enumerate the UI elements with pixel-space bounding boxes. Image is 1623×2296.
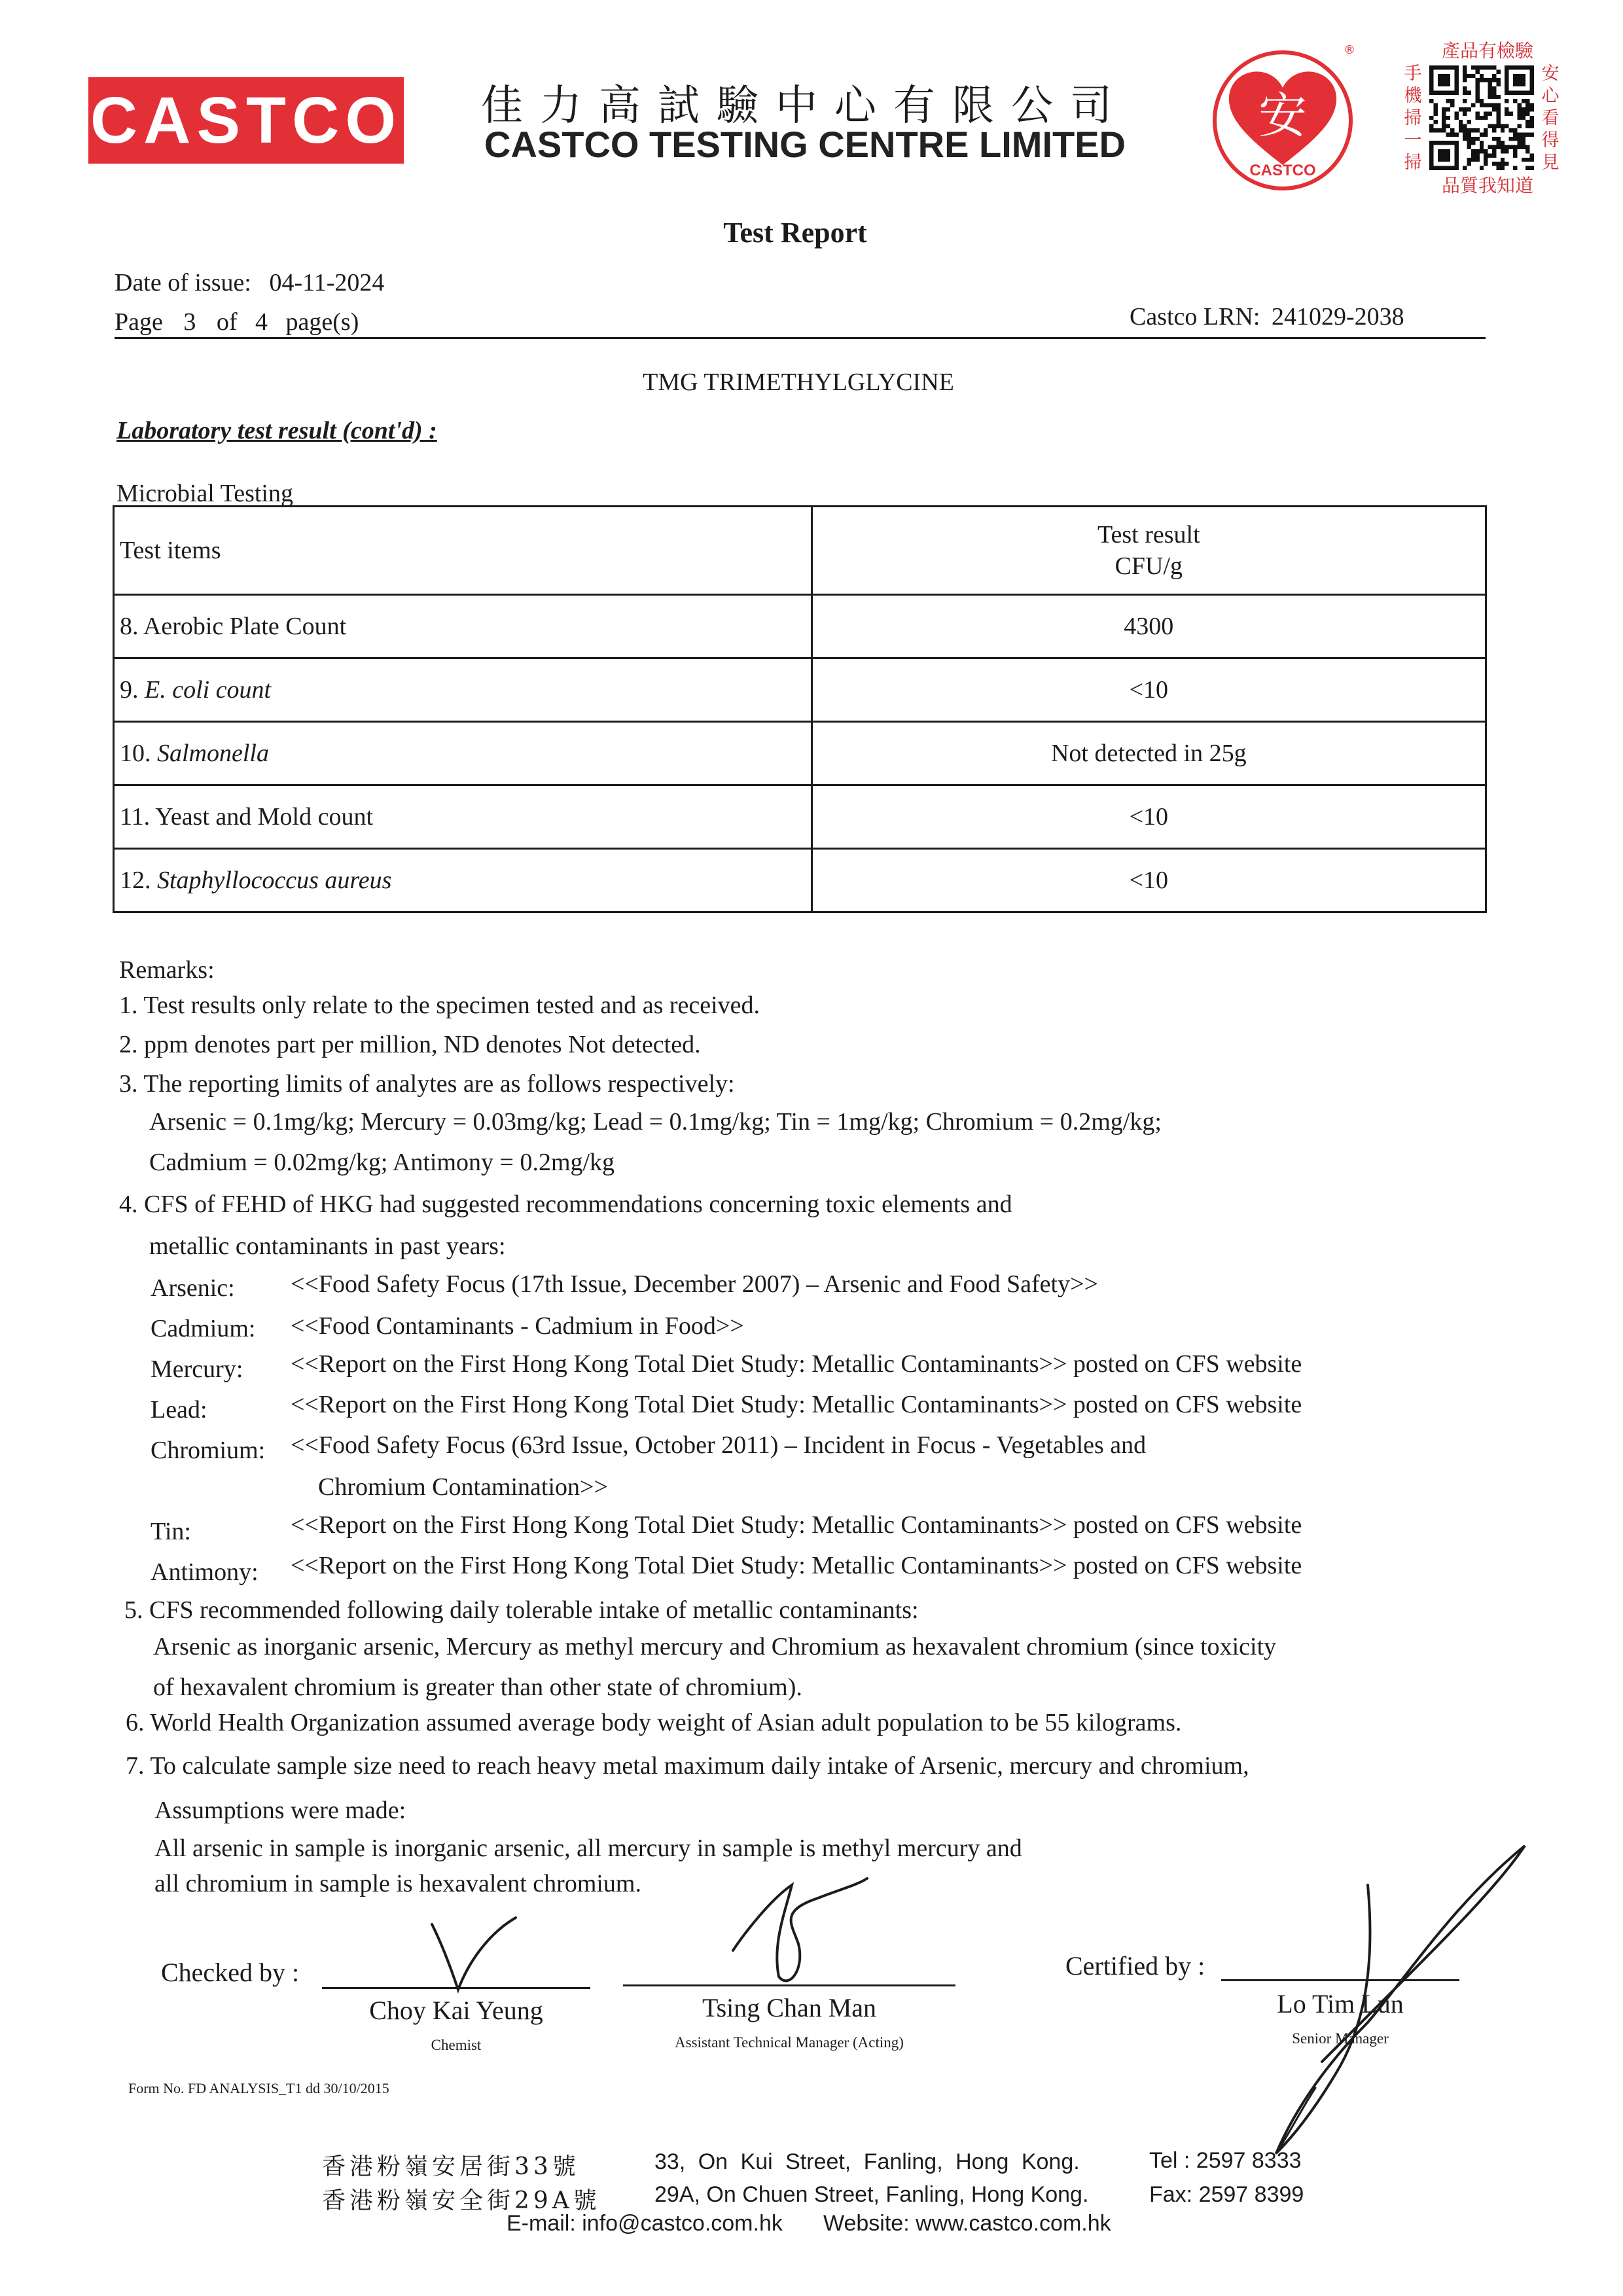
header-test-items: Test items — [114, 507, 812, 595]
address-2-english: 29A, On Chuen Street, Fanling, Hong Kong. — [654, 2182, 1089, 2207]
remark-6: 6. World Health Organization assumed average body weight of Asian adult population to be 55 kilograms. — [126, 1709, 1182, 1736]
test-item — [114, 722, 812, 785]
table-row — [114, 722, 1486, 785]
signature-tsing-icon — [726, 1872, 870, 1996]
item-name: E. coli count — [145, 676, 272, 704]
test-result: 4300 — [812, 595, 1486, 658]
section-title: Laboratory test result (cont'd) : — [116, 417, 437, 444]
fax: Fax: 2597 8399 — [1149, 2182, 1304, 2207]
ref-text-cont: Chromium Contamination>> — [318, 1473, 608, 1501]
item-name: Aerobic Plate Count — [143, 613, 347, 640]
ref-text: <<Food Contaminants - Cadmium in Food>> — [291, 1312, 744, 1340]
ref-text: <<Report on the First Hong Kong Total Diet Study: Metallic Contaminants>> posted on CFS website — [291, 1511, 1302, 1539]
header-result-unit: CFU/g — [1115, 552, 1183, 580]
castco-heart-seal-icon — [1209, 41, 1361, 192]
signature-choy-icon — [406, 1898, 524, 1996]
remark-7-line1: Assumptions were made: — [154, 1797, 406, 1824]
table-header-row — [114, 507, 1486, 595]
remark-3: 3. The reporting limits of analytes are as follows respectively: — [119, 1070, 735, 1098]
qr-caption-right — [1539, 63, 1561, 174]
date-of-issue — [115, 268, 384, 297]
castco-lrn — [1130, 302, 1404, 331]
item-name: Salmonella — [157, 740, 269, 767]
seal-char: 安 — [1258, 88, 1307, 144]
table-row — [114, 658, 1486, 722]
qr-caption-left — [1402, 63, 1424, 174]
page-current: 3 — [183, 308, 196, 336]
ref-label: Tin: — [151, 1518, 191, 1545]
address-1-chinese: 香港粉嶺安居街33號 — [322, 2153, 580, 2180]
remark-5-line1: Arsenic as inorganic arsenic, Mercury as methyl mercury and Chromium as hexavalent chromium (since toxicity — [153, 1633, 1277, 1660]
remark-3-limits-1: Arsenic = 0.1mg/kg; Mercury = 0.03mg/kg; Lead = 0.1mg/kg; Tin = 1mg/kg; Chromium = 0.2mg/kg; — [149, 1108, 1162, 1136]
remark-2: 2. ppm denotes part per million, ND denotes Not detected. — [119, 1031, 701, 1058]
qr-code-icon[interactable] — [1428, 65, 1535, 170]
test-item — [114, 849, 812, 912]
ref-text: <<Report on the First Hong Kong Total Diet Study: Metallic Contaminants>> posted on CFS website — [291, 1552, 1302, 1579]
signer-2-title: Assistant Technical Manager (Acting) — [675, 2034, 904, 2051]
remarks-title: Remarks: — [119, 956, 215, 984]
remark-4: 4. CFS of FEHD of HKG had suggested recommendations concerning toxic elements and — [119, 1191, 1012, 1218]
ref-label: Antimony: — [151, 1558, 259, 1586]
item-name: Staphyllococcus aureus — [157, 867, 392, 894]
page-suffix: page(s) — [285, 308, 359, 336]
address-2-chinese: 香港粉嶺安全街29A號 — [322, 2187, 601, 2214]
page-indicator — [115, 308, 359, 336]
remark-4-cont: metallic contaminants in past years: — [149, 1232, 506, 1260]
item-number: 9. — [120, 676, 139, 704]
item-number: 12. — [120, 867, 151, 894]
test-item — [114, 785, 812, 849]
telephone: Tel : 2597 8333 — [1149, 2148, 1302, 2173]
date-label: Date of issue: — [115, 269, 251, 296]
email-link[interactable]: E-mail: info@castco.com.hk — [507, 2211, 783, 2236]
remark-1: 1. Test results only relate to the specimen tested and as received. — [119, 992, 760, 1019]
company-name-chinese: 佳力高試驗中心有限公司 — [481, 82, 1129, 130]
signer-1-title: Chemist — [431, 2037, 482, 2053]
remark-7-line3: all chromium in sample is hexavalent chromium. — [154, 1870, 641, 1897]
logo-text: CASTCO — [90, 83, 402, 157]
remark-7-line2: All arsenic in sample is inorganic arsenic, all mercury in sample is methyl mercury and — [154, 1835, 1022, 1862]
table-row — [114, 785, 1486, 849]
header-result-line1: Test result — [1097, 521, 1200, 548]
header-test-result — [812, 507, 1486, 595]
lrn-label: Castco LRN: — [1130, 303, 1260, 331]
page-total: 4 — [255, 308, 268, 336]
date-value: 04-11-2024 — [269, 269, 385, 296]
item-number: 11. — [120, 803, 151, 831]
ref-label: Cadmium: — [151, 1315, 256, 1342]
signer-3-title: Senior Manager — [1292, 2030, 1389, 2047]
item-number: 10. — [120, 740, 151, 767]
test-result: <10 — [812, 785, 1486, 849]
page-label: Page — [115, 308, 163, 336]
test-item — [114, 658, 812, 722]
form-number: Form No. FD ANALYSIS_T1 dd 30/10/2015 — [128, 2080, 389, 2096]
test-result: Not detected in 25g — [812, 722, 1486, 785]
qr-caption-bottom: 品質我知道 — [1441, 175, 1533, 196]
qr-right-char: 看 — [1541, 108, 1560, 128]
product-name: TMG TRIMETHYLGLYCINE — [643, 368, 954, 396]
test-result: <10 — [812, 849, 1486, 912]
qr-left-char: 一 — [1404, 130, 1422, 151]
microbial-results-table — [113, 505, 1487, 913]
signature-line-2 — [623, 1984, 955, 1986]
website-link[interactable]: Website: www.castco.com.hk — [823, 2211, 1111, 2236]
table-caption: Microbial Testing — [116, 480, 293, 507]
qr-left-char: 掃 — [1404, 108, 1422, 128]
ref-label: Chromium: — [151, 1437, 266, 1464]
page-of: of — [216, 308, 238, 336]
signature-line-1 — [322, 1987, 590, 1989]
remark-5: 5. CFS recommended following daily tolerable intake of metallic contaminants: — [124, 1596, 919, 1624]
registered-mark: ® — [1344, 43, 1355, 57]
qr-right-char: 心 — [1541, 86, 1560, 106]
signature-line-3 — [1221, 1979, 1459, 1981]
table-row — [114, 849, 1486, 912]
signer-2-name: Tsing Chan Man — [702, 1993, 877, 2022]
test-result: <10 — [812, 658, 1486, 722]
ref-label: Lead: — [151, 1396, 207, 1424]
ref-text: <<Food Safety Focus (17th Issue, December 2007) – Arsenic and Food Safety>> — [291, 1270, 1098, 1298]
ref-text: <<Report on the First Hong Kong Total Diet Study: Metallic Contaminants>> posted on CFS website — [291, 1350, 1302, 1378]
test-item — [114, 595, 812, 658]
qr-caption-top: 產品有檢驗 — [1441, 40, 1533, 62]
report-title: Test Report — [723, 217, 867, 249]
lrn-value: 241029-2038 — [1271, 303, 1404, 331]
table-row — [114, 595, 1486, 658]
remark-7: 7. To calculate sample size need to reach heavy metal maximum daily intake of Arsenic, mercury and chromium, — [126, 1752, 1249, 1780]
header-divider — [115, 337, 1486, 339]
address-1-english: 33, On Kui Street, Fanling, Hong Kong. — [654, 2149, 1080, 2174]
ref-text: <<Report on the First Hong Kong Total Diet Study: Metallic Contaminants>> posted on CFS website — [291, 1391, 1302, 1418]
item-name: Yeast and Mold count — [155, 803, 374, 831]
remark-5-line2: of hexavalent chromium is greater than other state of chromium). — [153, 1674, 802, 1701]
signer-3-name: Lo Tim Lun — [1277, 1989, 1404, 2018]
seal-label: CASTCO — [1249, 162, 1316, 179]
qr-right-char: 見 — [1541, 152, 1560, 173]
qr-left-char: 機 — [1404, 86, 1422, 106]
qr-right-char: 安 — [1541, 63, 1560, 84]
qr-left-char: 掃 — [1404, 152, 1422, 173]
ref-label: Arsenic: — [151, 1274, 235, 1302]
signer-1-name: Choy Kai Yeung — [369, 1996, 543, 2025]
item-number: 8. — [120, 613, 139, 640]
ref-text: <<Food Safety Focus (63rd Issue, October 2011) – Incident in Focus - Vegetables and — [291, 1431, 1147, 1459]
ref-label: Mercury: — [151, 1355, 243, 1383]
qr-left-char: 手 — [1404, 63, 1422, 84]
remark-3-limits-2: Cadmium = 0.02mg/kg; Antimony = 0.2mg/kg — [149, 1149, 615, 1176]
certified-by-label: Certified by : — [1065, 1951, 1205, 1981]
castco-logo — [88, 77, 404, 164]
checked-by-label: Checked by : — [161, 1958, 300, 1987]
qr-right-char: 得 — [1541, 130, 1560, 151]
company-name-english: CASTCO TESTING CENTRE LIMITED — [484, 124, 1126, 165]
